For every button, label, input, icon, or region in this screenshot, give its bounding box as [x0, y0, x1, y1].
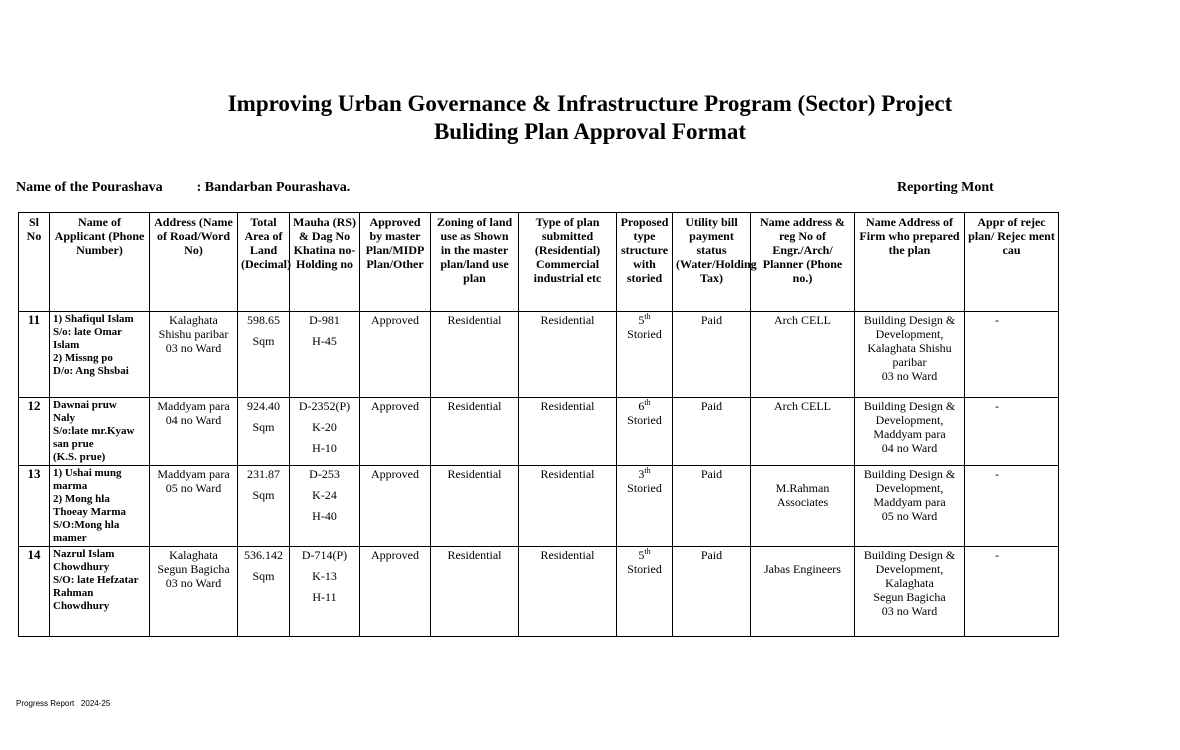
cell-area-line: 231.87	[247, 467, 280, 481]
cell-applicant-line: 2) Mong hla	[53, 493, 110, 505]
document-subtitle: Buliding Plan Approval Format	[433, 119, 747, 144]
storied-suffix: th	[644, 547, 651, 556]
cell-proposed-structure	[617, 312, 673, 398]
approval-table-container	[18, 212, 1055, 637]
pourashava-label: Name of the Pourashava	[16, 180, 163, 195]
cell-firm-line: 03 no Ward	[881, 369, 938, 383]
cell-approval-status: -	[965, 398, 1059, 466]
storied-suffix: th	[644, 312, 651, 321]
cell-applicant	[50, 466, 150, 547]
cell-mauha-line: H-40	[312, 509, 337, 523]
storied-number: 3	[638, 467, 645, 481]
cell-firm-line: Development,	[875, 413, 944, 427]
cell-mauha-line: K-24	[312, 488, 337, 502]
storied-word: Storied	[627, 327, 662, 341]
cell-applicant-line: Chowdhury	[53, 561, 110, 573]
cell-address-line: 03 no Ward	[165, 576, 222, 590]
cell-firm-line: Building Design &	[863, 399, 956, 413]
cell-zoning: Residential	[431, 466, 519, 547]
cell-zoning: Residential	[431, 547, 519, 637]
cell-utility: Paid	[673, 312, 751, 398]
cell-zoning: Residential	[431, 398, 519, 466]
cell-utility: Paid	[673, 547, 751, 637]
cell-address-line: Kalaghata	[169, 313, 218, 327]
cell-approval-status: -	[965, 547, 1059, 637]
cell-engineer: Arch CELL	[751, 312, 855, 398]
cell-address	[150, 547, 238, 637]
cell-applicant-line: Rahman	[53, 587, 94, 599]
cell-firm-line: Building Design &	[863, 313, 956, 327]
cell-applicant-line: D/o: Ang Shsbai	[53, 365, 129, 377]
cell-address-line: Maddyam para	[157, 467, 230, 481]
cell-address-line: Shishu paribar	[158, 327, 229, 341]
cell-firm-line: Building Design &	[863, 548, 956, 562]
cell-zoning: Residential	[431, 312, 519, 398]
cell-firm-line: Maddyam para	[873, 495, 946, 509]
reporting-month-label: Reporting Mont	[897, 180, 994, 195]
footer-report-label: Progress Report	[16, 699, 75, 708]
cell-applicant-line: marma	[53, 480, 88, 492]
cell-area	[238, 466, 290, 547]
cell-area-line: 598.65	[247, 313, 280, 327]
cell-approved: Approved	[360, 398, 431, 466]
header-total-area: Total Area of Land (Decimal)	[238, 213, 290, 312]
approval-table	[18, 212, 1059, 637]
cell-applicant-line: Chowdhury	[53, 600, 110, 612]
cell-applicant-line: S/o:late mr.Kyaw	[53, 425, 135, 437]
storied-word: Storied	[627, 413, 662, 427]
cell-address	[150, 312, 238, 398]
pourashava-value: : Bandarban Pourashava.	[196, 180, 351, 195]
storied-word: Storied	[627, 562, 662, 576]
cell-address-line: 05 no Ward	[165, 481, 222, 495]
cell-sl-no: 12	[19, 398, 50, 466]
cell-firm-line: paribar	[892, 355, 927, 369]
header-proposed-structure: Proposed type structure with storied	[617, 213, 673, 312]
cell-applicant-line: (K.S. prue)	[53, 451, 106, 463]
cell-plan-type: Residential	[519, 466, 617, 547]
cell-applicant-line: S/O: late Hefzatar	[53, 574, 139, 586]
cell-area-line: 536.142	[244, 548, 283, 562]
cell-firm	[855, 547, 965, 637]
header-approved-by: Approved by master Plan/MIDP Plan/Other	[360, 213, 431, 312]
table-row	[19, 466, 1059, 547]
cell-applicant-line: S/o: late Omar	[53, 326, 123, 338]
cell-applicant-line: Nazrul Islam	[53, 548, 115, 560]
cell-applicant	[50, 398, 150, 466]
cell-applicant-line: san prue	[53, 438, 94, 450]
cell-firm	[855, 466, 965, 547]
cell-approval-status: -	[965, 466, 1059, 547]
cell-approved: Approved	[360, 466, 431, 547]
cell-firm-line: Segun Bagicha	[873, 590, 946, 604]
cell-sl-no: 14	[19, 547, 50, 637]
cell-mauha-line: H-45	[312, 334, 337, 348]
cell-plan-type: Residential	[519, 547, 617, 637]
header-plan-type: Type of plan submitted (Residential) Commercial industrial etc	[519, 213, 617, 312]
cell-engineer: Jabas Engineers	[751, 547, 855, 637]
cell-approved: Approved	[360, 547, 431, 637]
cell-mauha	[290, 547, 360, 637]
cell-mauha-line: K-20	[312, 420, 337, 434]
cell-approved: Approved	[360, 312, 431, 398]
cell-address-line: 03 no Ward	[165, 341, 222, 355]
cell-sl-no: 11	[19, 312, 50, 398]
cell-area-line: Sqm	[252, 569, 275, 583]
header-engineer: Name address & reg No of Engr./Arch/ Planner (Phone no.)	[751, 213, 855, 312]
cell-applicant-line: mamer	[53, 532, 87, 544]
storied-number: 5	[638, 548, 645, 562]
cell-applicant-line: 1) Shafiqul Islam	[53, 313, 134, 325]
cell-applicant-line: S/O:Mong hla	[53, 519, 120, 531]
cell-mauha	[290, 398, 360, 466]
cell-utility: Paid	[673, 398, 751, 466]
header-address: Address (Name of Road/Word No)	[150, 213, 238, 312]
cell-firm-line: Development,	[875, 562, 944, 576]
cell-address	[150, 466, 238, 547]
storied-number: 5	[638, 313, 645, 327]
cell-applicant	[50, 312, 150, 398]
cell-applicant-line: 1) Ushai mung	[53, 467, 122, 479]
header-approval-status: Appr of rejec plan/ Rejec ment cau	[965, 213, 1059, 312]
cell-mauha-line: H-10	[312, 441, 337, 455]
cell-mauha-line: D-981	[309, 313, 340, 327]
header-mauha: Mauha (RS) & Dag No Khatina no- Holding no	[290, 213, 360, 312]
cell-firm	[855, 312, 965, 398]
header-applicant: Name of Applicant (Phone Number)	[50, 213, 150, 312]
cell-mauha-line: D-2352(P)	[298, 399, 351, 413]
pourashava-line	[16, 180, 350, 196]
table-row	[19, 312, 1059, 398]
cell-mauha-line: K-13	[312, 569, 337, 583]
header-firm: Name Address of Firm who prepared the plan	[855, 213, 965, 312]
document-title: Improving Urban Governance & Infrastructure Program (Sector) Project	[227, 91, 953, 116]
cell-firm-line: Kalaghata	[885, 576, 934, 590]
cell-applicant-line: Naly	[53, 412, 75, 424]
cell-plan-type: Residential	[519, 312, 617, 398]
storied-suffix: th	[644, 398, 651, 407]
cell-address-line: Segun Bagicha	[157, 562, 230, 576]
table-header-row	[19, 213, 1059, 312]
cell-approval-status: -	[965, 312, 1059, 398]
cell-engineer: M.Rahman Associates	[751, 466, 855, 547]
cell-firm-line: 05 no Ward	[881, 509, 938, 523]
storied-number: 6	[638, 399, 645, 413]
cell-address-line: Maddyam para	[157, 399, 230, 413]
cell-address-line: Kalaghata	[169, 548, 218, 562]
cell-mauha-line: D-253	[309, 467, 340, 481]
cell-firm-line: 03 no Ward	[881, 604, 938, 618]
header-sl-no: Sl No	[19, 213, 50, 312]
cell-mauha-line: D-714(P)	[301, 548, 348, 562]
cell-firm-line: Development,	[875, 327, 944, 341]
cell-firm-line: 04 no Ward	[881, 441, 938, 455]
cell-firm-line: Maddyam para	[873, 427, 946, 441]
cell-applicant-line: Islam	[53, 339, 80, 351]
cell-area-line: Sqm	[252, 420, 275, 434]
cell-utility: Paid	[673, 466, 751, 547]
cell-firm	[855, 398, 965, 466]
cell-applicant-line: 2) Missng po	[53, 352, 113, 364]
cell-area	[238, 547, 290, 637]
cell-area	[238, 398, 290, 466]
cell-mauha-line: H-11	[312, 590, 337, 604]
cell-mauha	[290, 312, 360, 398]
footer-year: 2024-25	[80, 699, 111, 708]
cell-sl-no: 13	[19, 466, 50, 547]
table-row	[19, 547, 1059, 637]
table-body	[19, 312, 1059, 637]
cell-engineer: Arch CELL	[751, 398, 855, 466]
storied-word: Storied	[627, 481, 662, 495]
cell-area	[238, 312, 290, 398]
cell-applicant	[50, 547, 150, 637]
cell-area-line: 924.40	[247, 399, 280, 413]
cell-area-line: Sqm	[252, 488, 275, 502]
table-row	[19, 398, 1059, 466]
cell-firm-line: Kalaghata Shishu	[867, 341, 952, 355]
storied-suffix: th	[644, 466, 651, 475]
cell-address-line: 04 no Ward	[165, 413, 222, 427]
cell-address	[150, 398, 238, 466]
header-utility-bill: Utility bill payment status (Water/Holding Tax)	[673, 213, 751, 312]
footer	[16, 699, 110, 708]
header-zoning: Zoning of land use as Shown in the master plan/land use plan	[431, 213, 519, 312]
cell-mauha	[290, 466, 360, 547]
cell-proposed-structure	[617, 398, 673, 466]
cell-applicant-line: Dawnai pruw	[53, 399, 117, 411]
cell-area-line: Sqm	[252, 334, 275, 348]
cell-applicant-line: Thoeay Marma	[53, 506, 127, 518]
cell-firm-line: Building Design &	[863, 467, 956, 481]
cell-proposed-structure	[617, 547, 673, 637]
cell-proposed-structure	[617, 466, 673, 547]
cell-firm-line: Development,	[875, 481, 944, 495]
cell-plan-type: Residential	[519, 398, 617, 466]
